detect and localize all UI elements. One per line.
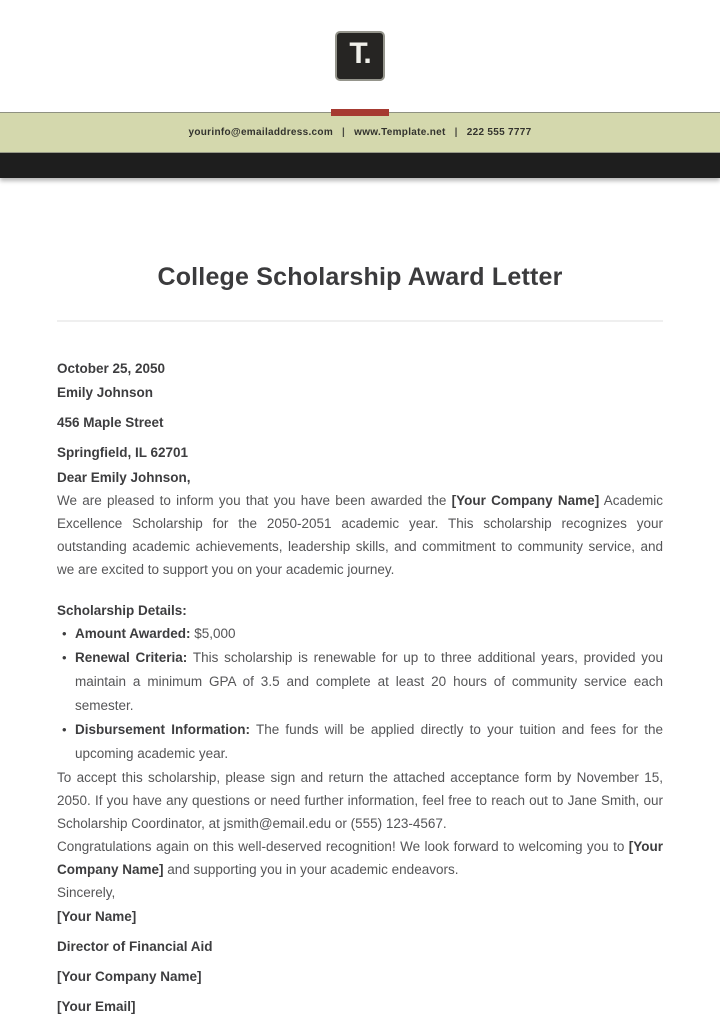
contact-separator: | (342, 127, 346, 138)
bullet-label: Amount Awarded: (75, 626, 191, 641)
letter-date: October 25, 2050 (57, 361, 166, 376)
logo-text: T. (349, 37, 371, 70)
signature-email: [Your Email] (57, 999, 136, 1014)
acceptance-paragraph: To accept this scholarship, please sign and return the attached acceptance form by November 15, 2050. If you have any questions or need further information, feel free to reach out to Jane Smith, our Scholarship Coordinator, at jsmith@email.edu or (555) 123-4567. (57, 770, 663, 831)
details-list (57, 622, 663, 766)
congrats-text-start: Congratulations again on this well-deserved recognition! We look forward to welcoming you to (57, 839, 629, 854)
divider-bar (0, 153, 720, 178)
list-item-renewal (75, 646, 663, 718)
bullet-text: $5,000 (190, 626, 236, 641)
signature-company: [Your Company Name] (57, 969, 202, 984)
template-logo (335, 31, 385, 81)
signature-name: [Your Name] (57, 909, 137, 924)
intro-paragraph (57, 489, 663, 581)
contact-bar (0, 112, 720, 153)
intro-text-start: We are pleased to inform you that you have been awarded the (57, 493, 452, 508)
company-name-placeholder: [Your Company Name] (57, 839, 663, 877)
bullet-label: Renewal Criteria: (75, 650, 188, 665)
intro-text-end: Academic Excellence Scholarship for the 2050-2051 academic year. This scholarship recognizes your outstanding academic achievements, leadership skills, and commitment to community service, and we are excited to support you on your academic journey. (57, 493, 663, 577)
bullet-text: The funds will be applied directly to your tuition and fees for the upcoming academic year. (75, 722, 663, 761)
letter-body (0, 262, 720, 1018)
recipient-city: Springfield, IL 62701 (57, 445, 189, 460)
recipient-street: 456 Maple Street (57, 415, 164, 430)
contact-website: www.Template.net (354, 127, 446, 138)
contact-separator: | (454, 127, 458, 138)
bullet-text: This scholarship is renewable for up to three additional years, provided you maintain a minimum GPA of 3.5 and complete at least 20 hours of community service each semester. (75, 650, 663, 713)
list-item-amount (75, 622, 663, 646)
logo-strip (0, 0, 720, 112)
congrats-text-end: and supporting you in your academic endeavors. (163, 862, 459, 877)
closing: Sincerely, (57, 885, 116, 900)
contact-phone: 222 555 7777 (466, 127, 532, 138)
page-title: College Scholarship Award Letter (157, 263, 563, 291)
red-accent-line (331, 109, 389, 116)
title-divider (57, 320, 663, 322)
bullet-label: Disbursement Information: (75, 722, 250, 737)
recipient-name: Emily Johnson (57, 385, 154, 400)
letterhead (0, 0, 720, 178)
list-item-disbursement (75, 718, 663, 766)
congrats-paragraph (57, 835, 663, 881)
salutation: Dear Emily Johnson, (57, 470, 191, 485)
company-name-placeholder: [Your Company Name] (451, 493, 600, 508)
signature-role: Director of Financial Aid (57, 939, 213, 954)
details-heading: Scholarship Details: (57, 603, 187, 618)
contact-email: yourinfo@emailaddress.com (188, 127, 334, 138)
